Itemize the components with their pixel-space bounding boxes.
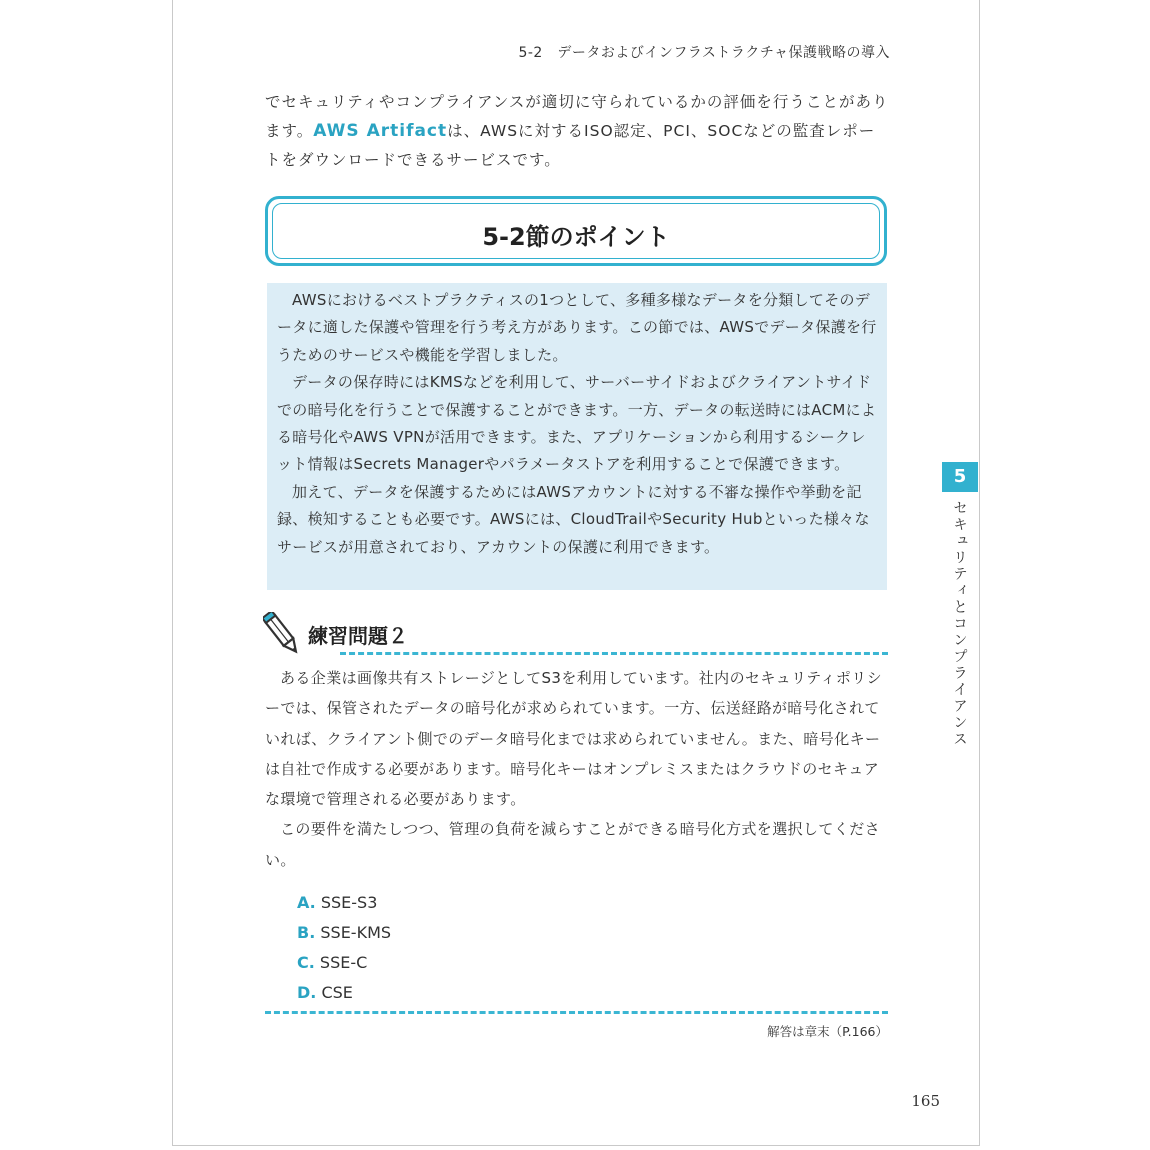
exercise-top-divider: [340, 652, 888, 655]
intro-paragraph: [265, 88, 890, 175]
choice-a: [297, 888, 391, 918]
question-paragraph: この要件を満たしつつ、管理の負荷を減らすことができる暗号化方式を選択してください。: [265, 820, 881, 869]
exercise-title: 練習問題２: [308, 624, 408, 648]
choice-letter: C.: [297, 953, 315, 972]
section-point-title: 5-2節のポイント: [482, 223, 670, 251]
choice-b: [297, 918, 391, 948]
summary-paragraph: データの保存時にはKMSなどを利用して、サーバーサイドおよびクライアントサイドでの暗号化を行うことで保護することができます。一方、データの転送時にはACMによる暗号化やAWS VPNが活用できます。また、アプリケーションから利用するシークレット情報はSecrets Managerやパラメータストアを利用することで保護できます。: [277, 373, 877, 474]
section-point-box: [265, 196, 887, 266]
choice-text: CSE: [321, 983, 353, 1002]
question-paragraph: ある企業は画像共有ストレージとしてS3を利用しています。社内のセキュリティポリシーでは、保管されたデータの暗号化が求められています。一方、伝送経路が暗号化されていれば、クライアント側でのデータ暗号化までは求められていません。また、暗号化キーは自社で作成する必要があります。暗号化キーはオンプレミスまたはクラウドのセキュアな環境で管理される必要があります。: [265, 669, 883, 809]
page-number: 165: [911, 1092, 940, 1110]
summary-paragraph: AWSにおけるベストプラクティスの1つとして、多種多様なデータを分類してそのデータに適した保護や管理を行う考え方があります。この節では、AWSでデータ保護を行うためのサービスや機能を学習しました。: [277, 291, 877, 364]
summary-box: [267, 283, 887, 590]
choice-d: [297, 978, 391, 1008]
choice-list: [297, 888, 391, 1008]
choice-text: SSE-S3: [320, 893, 378, 912]
pencil-icon: [263, 612, 303, 658]
chapter-tab: 5: [942, 462, 978, 492]
exercise-question: [265, 663, 890, 875]
choice-letter: B.: [297, 923, 316, 942]
choice-c: [297, 948, 391, 978]
intro-text-after: は、AWSに対するISO認定、PCI、SOCなどの監査レポートをダウンロードできるサービスです。: [265, 122, 876, 169]
summary-paragraph: 加えて、データを保護するためにはAWSアカウントに対する不審な操作や挙動を記録、検知することも必要です。AWSには、CloudTrailやSecurity Hubといった様々なサービスが用意されており、アカウントの保護に利用できます。: [277, 482, 870, 556]
exercise-bottom-divider: [265, 1011, 888, 1014]
choice-text: SSE-C: [319, 953, 368, 972]
answer-reference: 解答は章末（P.166）: [767, 1024, 888, 1039]
intro-text-before: でセキュリティやコンプライアンスが適切に守られているかの評価を行うことがあります。: [265, 93, 889, 140]
aws-artifact-highlight: AWS Artifact: [313, 121, 448, 141]
chapter-title-vertical: セキュリティとコンプライアンス: [951, 500, 967, 748]
choice-letter: D.: [297, 983, 317, 1002]
choice-letter: A.: [297, 893, 316, 912]
running-header: 5-2 データおよびインフラストラクチャ保護戦略の導入: [518, 45, 890, 61]
choice-text: SSE-KMS: [320, 923, 392, 942]
